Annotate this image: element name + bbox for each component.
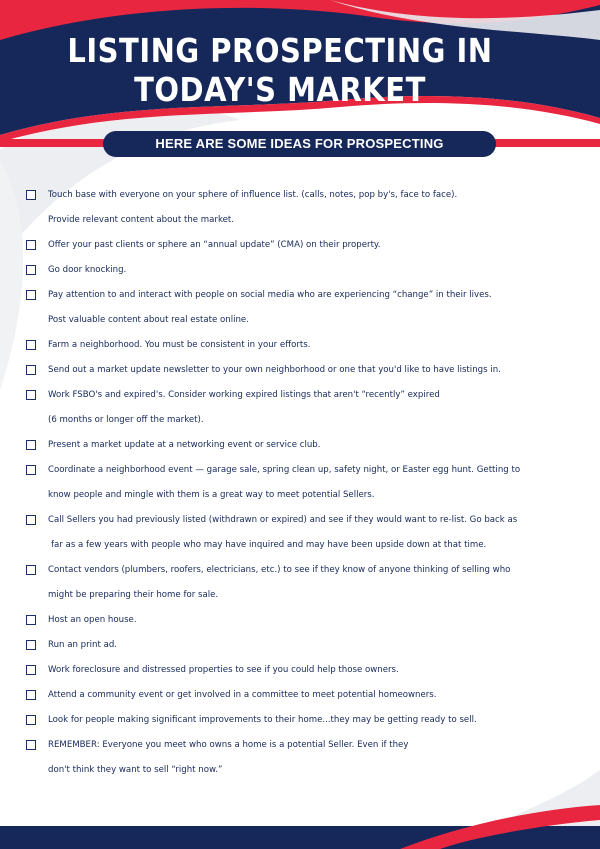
checklist-item-text: Contact vendors (plumbers, roofers, electricians, etc.) to see if they know of anyone thinking of selling who — [48, 565, 511, 575]
checklist-item-text: Send out a market update newsletter to your own neighborhood or one that you'd like to have listings in. — [48, 365, 501, 375]
checkbox[interactable] — [26, 690, 36, 700]
checklist-item-text: Present a market update at a networking event or service club. — [48, 440, 321, 450]
checklist-item — [0, 608, 600, 633]
prospecting-checklist — [0, 183, 600, 783]
checklist-item — [0, 733, 600, 783]
checklist-item — [0, 708, 600, 733]
checklist-item-text: Look for people making significant improvements to their home...they may be getting ready to sell. — [48, 715, 477, 725]
checkbox[interactable] — [26, 615, 36, 625]
checklist-item — [0, 333, 600, 358]
red-band-left — [0, 139, 120, 147]
checklist-item — [0, 633, 600, 658]
checklist-item-text: Work foreclosure and distressed properties to see if you could help those owners. — [48, 665, 399, 675]
subtitle-banner: HERE ARE SOME IDEAS FOR PROSPECTING — [103, 131, 496, 157]
checkbox[interactable] — [26, 640, 36, 650]
page-title: LISTING PROSPECTING IN TODAY'S MARKET — [67, 30, 493, 110]
checklist-item — [0, 383, 600, 433]
checklist-item-text: Run an print ad. — [48, 640, 118, 650]
checklist-item-text: Farm a neighborhood. You must be consistent in your efforts. — [48, 340, 311, 350]
checklist-item — [0, 508, 600, 558]
checklist-item — [0, 683, 600, 708]
checklist-item — [0, 458, 600, 508]
checklist-item — [0, 258, 600, 283]
checklist-item — [0, 283, 600, 333]
red-band-right — [480, 139, 600, 147]
checklist-item-text: Host an open house. — [48, 615, 137, 625]
checklist-item — [0, 558, 600, 608]
checkbox[interactable] — [26, 740, 36, 750]
checklist-item-text-continued: (6 months or longer off the market). — [48, 415, 204, 425]
checklist-item — [0, 233, 600, 258]
checklist-item-text-continued: Post valuable content about real estate online. — [48, 315, 249, 325]
checklist-item-text: Call Sellers you had previously listed (withdrawn or expired) and see if they would want to re-list. Go back as — [48, 515, 518, 525]
checklist-item-text-continued: might be preparing their home for sale. — [48, 590, 219, 600]
checklist-item-text: Pay attention to and interact with people on social media who are experiencing “change” in their lives. — [48, 290, 492, 300]
checklist-item-text: Offer your past clients or sphere an “annual update” (CMA) on their property. — [48, 240, 381, 250]
checkbox[interactable] — [26, 465, 36, 475]
checklist-item-text-continued: don't think they want to sell “right now.” — [48, 765, 223, 775]
checkbox[interactable] — [26, 440, 36, 450]
checkbox[interactable] — [26, 265, 36, 275]
checklist-item — [0, 433, 600, 458]
checklist-item — [0, 358, 600, 383]
checkbox[interactable] — [26, 190, 36, 200]
checklist-item-text: Go door knocking. — [48, 265, 127, 275]
checklist-item — [0, 183, 600, 233]
checkbox[interactable] — [26, 565, 36, 575]
checkbox[interactable] — [26, 290, 36, 300]
checkbox[interactable] — [26, 340, 36, 350]
checklist-item-text-continued: Provide relevant content about the market. — [48, 215, 235, 225]
checkbox[interactable] — [26, 515, 36, 525]
checklist-item-text-continued: know people and mingle with them is a great way to meet potential Sellers. — [48, 490, 375, 500]
checkbox[interactable] — [26, 365, 36, 375]
checkbox[interactable] — [26, 665, 36, 675]
checklist-item-text: Work FSBO's and expired's. Consider working expired listings that aren't “recently” expired — [48, 390, 440, 400]
checkbox[interactable] — [26, 715, 36, 725]
checklist-item — [0, 658, 600, 683]
checkbox[interactable] — [26, 390, 36, 400]
checklist-item-text: REMEMBER: Everyone you meet who owns a home is a potential Seller. Even if they — [48, 740, 409, 750]
checklist-item-text: Coordinate a neighborhood event — garage sale, spring clean up, safety night, or Easter egg hunt. Getting to — [48, 465, 521, 475]
checklist-item-text: Touch base with everyone on your sphere of influence list. (calls, notes, pop by's, face to face). — [48, 190, 458, 200]
checklist-item-text-continued: far as a few years with people who may have inquired and may have been upside down at that time. — [51, 540, 487, 550]
checkbox[interactable] — [26, 240, 36, 250]
checklist-item-text: Attend a community event or get involved in a committee to meet potential homeowners. — [48, 690, 437, 700]
